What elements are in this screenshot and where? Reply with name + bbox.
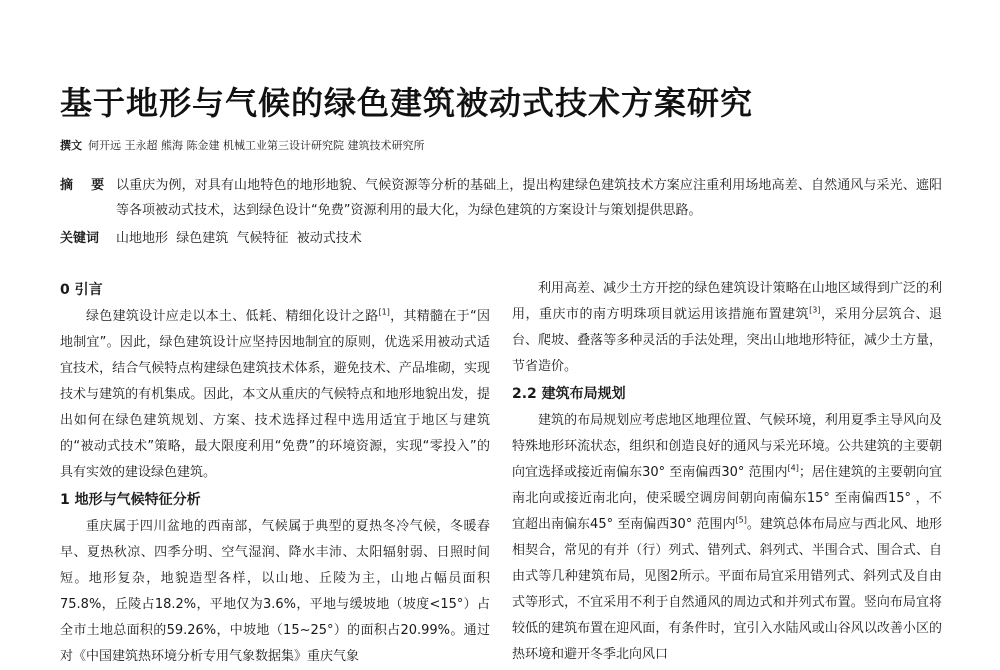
right-p2-text-b: ；居住建筑的主要朝向宜南北向或接近南北向，使采暖空调房间朝向南偏东15° 至南偏西15° ，不宜超出南偏东45° 至南偏西30° 范围内: [512, 465, 942, 532]
right-p2-text-a: 建筑的布局规划应考虑地区地理位置、气候环境，利用夏季主导风向及特殊地形环流状态，组织和创造良好的通风与采光环境。公共建筑的主要朝向宜选择或接近南偏东30° 至南偏西30° 范围内: [512, 413, 942, 480]
right-column: [512, 276, 942, 668]
citation-4: [4]: [787, 463, 799, 473]
section-heading-intro: 0 引言: [60, 282, 103, 298]
right-p1-text-b: ，采用分层筑合、退台、爬坡、叠落等多种灵活的手法处理，突出山地地形特征，减少土方量，节省造价。: [512, 307, 942, 374]
paper-title: 基于地形与气候的绿色建筑被动式技术方案研究: [60, 84, 754, 122]
author-line: [60, 137, 424, 153]
authors-text: 何开远 王永超 熊海 陈金建 机械工业第三设计研究院 建筑技术研究所: [88, 139, 425, 152]
right-p2-text-c: 。建筑总体布局应与西北风、地形相契合，常见的有并（行）列式、错列式、斜列式、半围合式、围合式、自由式等几种建筑布局，见图2所示。平面布局宜采用错列式、斜列式及自由式等形式，不宜采用不利于自然通风的周边式和并列式布置。竖向布局宜将较低的建筑布置在迎风面，有条件时，宜引入水陆风或山谷风以改善小区的热环境和避开冬季北向风口: [512, 517, 942, 662]
keywords-text: 山地地形 绿色建筑 气候特征 被动式技术: [116, 231, 362, 246]
citation-5: [5]: [735, 515, 747, 525]
citation-3: [3]: [809, 305, 821, 315]
right-paragraph-2: [512, 408, 942, 668]
right-p1-text-a: 利用高差、减少土方开挖的绿色建筑设计策略在山地区域得到广泛的利用，重庆市的南方明珠项目就运用该措施布置建筑: [512, 281, 942, 322]
keywords-label: 关键词: [60, 231, 100, 246]
left-column: [60, 276, 490, 670]
section-1-paragraph: 重庆属于四川盆地的西南部，气候属于典型的夏热冬冷气候，冬暖春早、夏热秋凉、四季分明、空气湿润、降水丰沛、太阳辐射弱、日照时间短。地形复杂，地貌造型各样，以山地、丘陵为主，山地占幅员面积75.8%，丘陵占18.2%，平地仅为3.6%，平地与缓坡地（坡度<15°）占全市土地总面积的59.26%，中坡地（15~25°）的面积占20.99%。通过对《中国建筑热环境分析专用气象数据集》重庆气象: [60, 519, 490, 664]
keywords: [60, 226, 942, 251]
citation-1: [1]: [378, 307, 390, 317]
intro-text-b: ，其精髓在于“因地制宜”。因此，绿色建筑设计应坚持因地制宜的原则，优选采用被动式适宜技术，结合气候特点构建绿色建筑技术体系，避免技术、产品堆砌，实现技术与建筑的有机集成。因此，本文从重庆的气候特点和地形地貌出发，提出如何在绿色建筑规划、方案、技术选择过程中选用适宜于地区与建筑的“被动式技术”策略，最大限度利用“免费”的环境资源，实现“零投入”的具有实效的建设绿色建筑。: [60, 309, 490, 480]
abstract-text: 以重庆为例，对具有山地特色的地形地貌、气候资源等分析的基础上，提出构建绿色建筑技术方案应注重利用场地高差、自然通风与采光、遮阳等各项被动式技术，达到绿色设计“免费”资源利用的最大化，为绿色建筑的方案设计与策划提供思路。: [116, 178, 942, 218]
intro-paragraph: [60, 304, 490, 486]
authors-label: 撰文: [60, 139, 82, 152]
section-heading-1: 1 地形与气候特征分析: [60, 492, 201, 508]
abstract-label: 摘 要: [60, 178, 105, 193]
right-paragraph-1: [512, 276, 942, 380]
intro-text-a: 绿色建筑设计应走以本土、低耗、精细化设计之路: [86, 309, 379, 324]
section-heading-2-2: 2.2 建筑布局规划: [512, 386, 626, 402]
abstract: [60, 173, 942, 223]
